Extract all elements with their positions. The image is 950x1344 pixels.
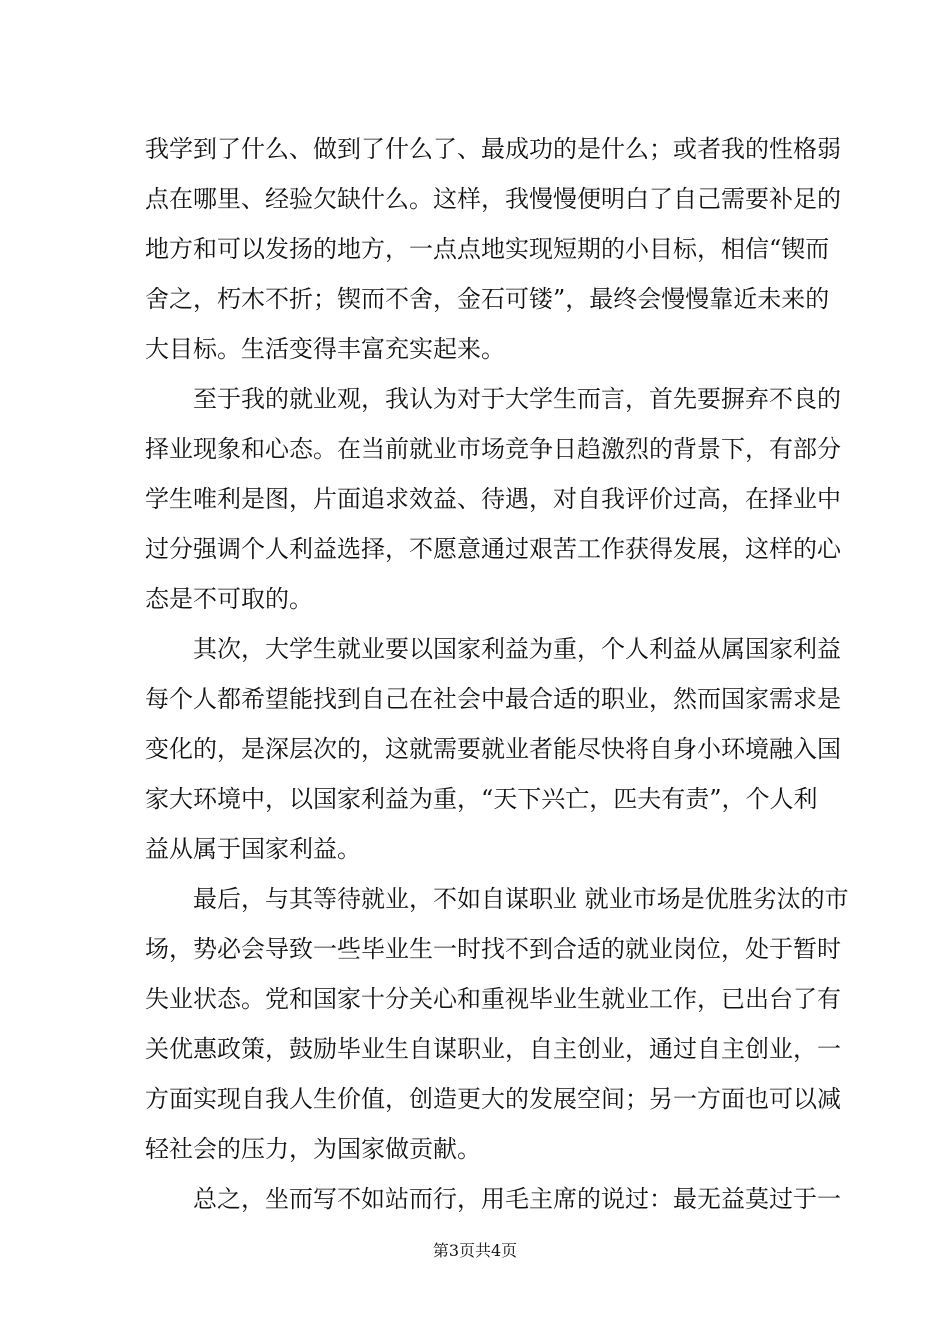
text-line: 我学到了什么、做到了什么了、最成功的是什么；或者我的性格弱 <box>145 135 841 163</box>
document-body <box>145 124 849 1224</box>
text-line: 家大环境中，以国家利益为重，“天下兴亡，匹夫有责”，个人利 <box>145 785 818 813</box>
text-line: 点在哪里、经验欠缺什么。这样，我慢慢便明白了自己需要补足的 <box>145 185 841 213</box>
text-line: 过分强调个人利益选择，不愿意通过艰苦工作获得发展，这样的心 <box>145 535 841 563</box>
paragraph-3 <box>145 624 841 874</box>
text-line: 方面实现自我人生价值，创造更大的发展空间；另一方面也可以减 <box>145 1085 841 1113</box>
text-line: 择业现象和心态。在当前就业市场竞争日趋激烈的背景下，有部分 <box>145 435 841 463</box>
text-line: 关优惠政策，鼓励毕业生自谋职业，自主创业，通过自主创业，一 <box>145 1035 841 1063</box>
text-line: 最后，与其等待就业，不如自谋职业 就业市场是优胜劣汰的市 <box>145 885 849 913</box>
page-number: 第3页共4页 <box>432 1241 518 1260</box>
paragraph-2 <box>145 374 841 624</box>
text-line: 舍之，朽木不折；锲而不舍，金石可镂”，最终会慢慢靠近未来的 <box>145 285 830 313</box>
text-line: 失业状态。党和国家十分关心和重视毕业生就业工作，已出台了有 <box>145 985 841 1013</box>
text-line: 地方和可以发扬的地方，一点点地实现短期的小目标，相信“锲而 <box>145 235 830 263</box>
paragraph-1 <box>145 124 841 374</box>
paragraph-5 <box>145 1174 841 1224</box>
text-line: 其次，大学生就业要以国家利益为重，个人利益从属国家利益 <box>145 635 841 663</box>
text-line: 总之，坐而写不如站而行，用毛主席的说过：最无益莫过于一 <box>145 1185 841 1213</box>
text-line: 每个人都希望能找到自己在社会中最合适的职业，然而国家需求是 <box>145 685 841 713</box>
text-line: 变化的，是深层次的，这就需要就业者能尽快将自身小环境融入国 <box>145 735 841 763</box>
text-line: 轻社会的压力，为国家做贡献。 <box>145 1135 481 1163</box>
text-line: 至于我的就业观，我认为对于大学生而言，首先要摒弃不良的 <box>145 385 841 413</box>
text-line: 态是不可取的。 <box>145 585 313 613</box>
paragraph-4 <box>145 874 849 1174</box>
text-line: 大目标。生活变得丰富充实起来。 <box>145 335 505 363</box>
text-line: 学生唯利是图，片面追求效益、待遇，对自我评价过高，在择业中 <box>145 485 841 513</box>
text-line: 益从属于国家利益。 <box>145 835 361 863</box>
text-line: 场，势必会导致一些毕业生一时找不到合适的就业岗位，处于暂时 <box>145 935 841 963</box>
